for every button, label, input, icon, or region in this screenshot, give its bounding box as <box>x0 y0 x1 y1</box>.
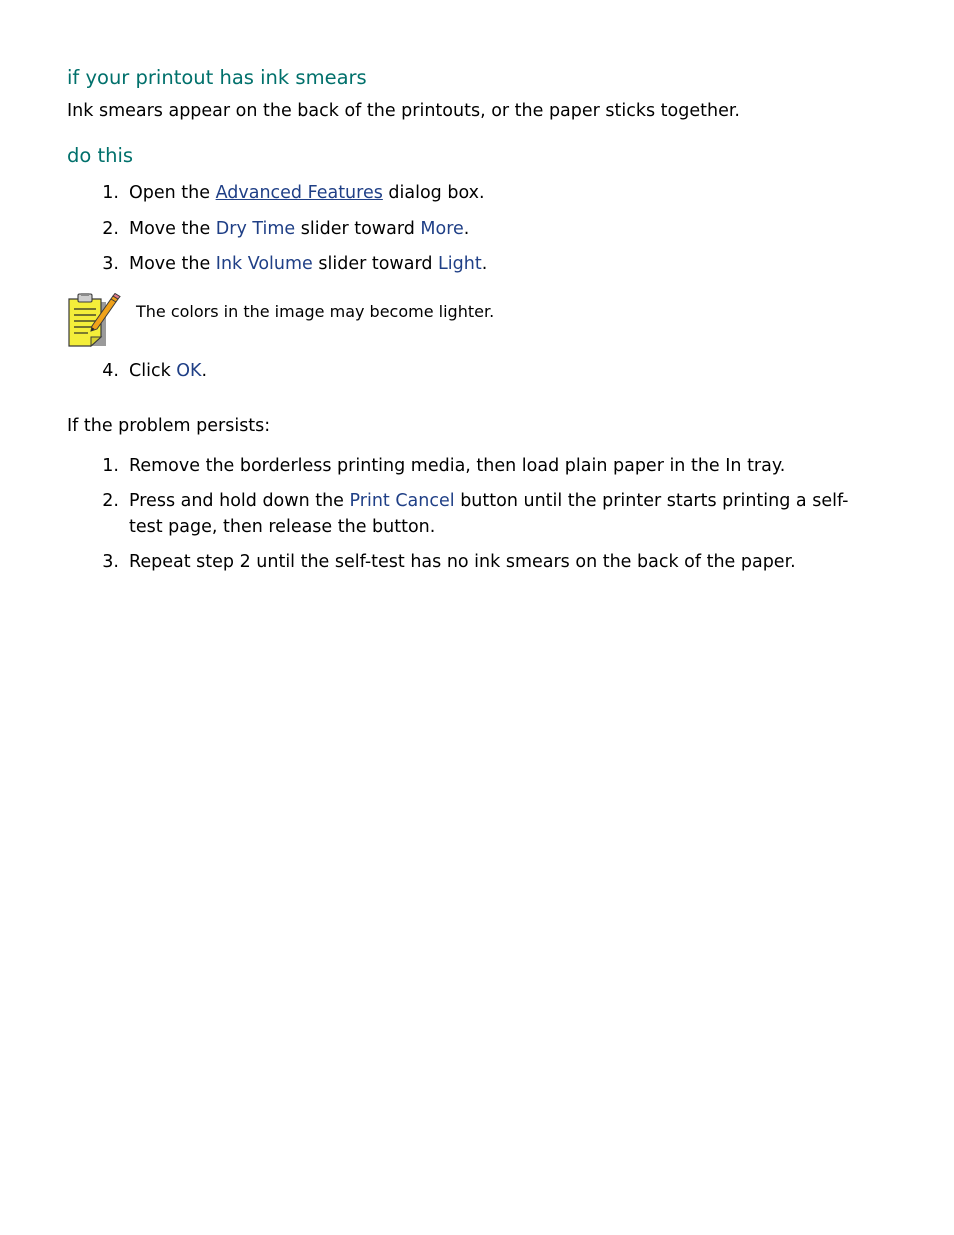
print-cancel-term: Print Cancel <box>349 491 455 511</box>
more-term: More <box>420 219 464 239</box>
step-text-part: Move the <box>129 219 216 239</box>
section-heading-do-this: do this <box>67 144 134 167</box>
step-number: 1. <box>102 183 119 203</box>
dry-time-term: Dry Time <box>215 219 296 239</box>
step-text-part: Open the <box>129 183 216 203</box>
step-text <box>129 180 869 206</box>
step-text-part: Press and hold down the <box>129 491 350 511</box>
step-text: Repeat step 2 until the self-test has no ink smears on the back of the paper. <box>129 552 796 572</box>
step-text-part: . <box>481 254 488 274</box>
step-number: 2. <box>102 219 119 239</box>
step-text <box>129 358 869 384</box>
step-text-part: dialog box. <box>382 183 485 203</box>
step-number: 1. <box>102 456 119 476</box>
ink-volume-term: Ink Volume <box>215 254 313 274</box>
step-number: 2. <box>102 491 119 511</box>
step-number: 3. <box>102 254 119 274</box>
light-term: Light <box>438 254 482 274</box>
step-text-part: Click <box>129 361 177 381</box>
note-text: The colors in the image may become lighter. <box>136 302 495 321</box>
step-number: 3. <box>102 552 119 572</box>
section-heading-ink-smears: if your printout has ink smears <box>67 66 367 89</box>
step-text-part: Move the <box>129 254 216 274</box>
step-text <box>129 488 869 540</box>
advanced-features-link[interactable]: Advanced Features <box>215 183 383 203</box>
problem-description: Ink smears appear on the back of the printouts, or the paper sticks together. <box>67 101 740 121</box>
step-text: Remove the borderless printing media, then load plain paper in the In tray. <box>129 456 786 476</box>
step-text-part: . <box>463 219 470 239</box>
problem-persists-intro: If the problem persists: <box>67 416 271 436</box>
step-text <box>129 216 869 242</box>
step-number: 4. <box>102 361 119 381</box>
step-text-part: button until the printer starts printing a self-test page, then release the button. <box>129 491 849 537</box>
note-icon <box>67 293 121 349</box>
note <box>67 293 767 349</box>
step-text-part: . <box>201 361 208 381</box>
step-text <box>129 251 869 277</box>
step-text-part: slider toward <box>295 219 421 239</box>
step-text-part: slider toward <box>312 254 439 274</box>
ok-term: OK <box>176 361 202 381</box>
